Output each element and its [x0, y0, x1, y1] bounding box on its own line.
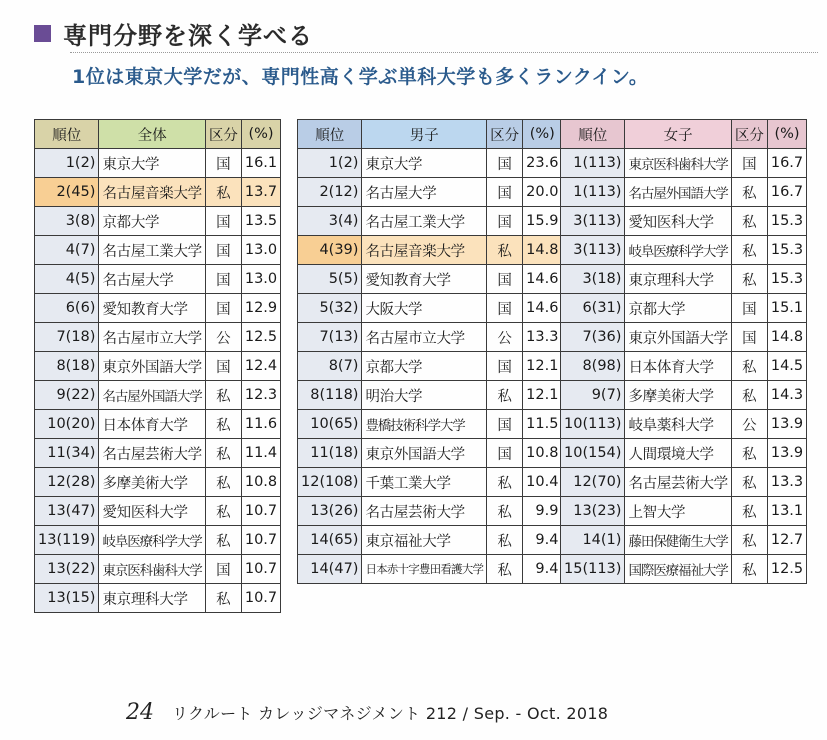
table-row	[561, 207, 807, 236]
university-cell: 岐阜医療科学大学	[99, 526, 205, 555]
table-row	[298, 352, 562, 381]
heading-divider	[70, 52, 818, 53]
category-cell: 私	[487, 236, 523, 265]
category-cell: 私	[731, 555, 767, 584]
table-row	[298, 497, 562, 526]
university-cell: 藤田保健衛生大学	[625, 526, 731, 555]
rank-cell: 4(39)	[298, 236, 362, 265]
category-cell: 私	[731, 439, 767, 468]
university-cell: 多摩美術大学	[625, 381, 731, 410]
percent-cell: 16.7	[767, 178, 806, 207]
university-cell: 京都大学	[99, 207, 205, 236]
university-cell: 京都大学	[362, 352, 487, 381]
percent-cell: 15.1	[767, 294, 806, 323]
university-cell: 大阪大学	[362, 294, 487, 323]
category-cell: 国	[205, 265, 241, 294]
category-cell: 国	[487, 178, 523, 207]
percent-cell: 13.0	[241, 265, 280, 294]
category-cell: 私	[205, 526, 241, 555]
header-name: 男子	[362, 120, 487, 149]
ranking-table-male	[297, 119, 562, 584]
rank-cell: 13(23)	[561, 497, 625, 526]
category-cell: 公	[487, 323, 523, 352]
table-row	[35, 294, 281, 323]
table-row	[298, 178, 562, 207]
percent-cell: 13.9	[767, 439, 806, 468]
percent-cell: 9.4	[523, 555, 562, 584]
rank-cell: 12(70)	[561, 468, 625, 497]
category-cell: 国	[487, 294, 523, 323]
category-cell: 国	[487, 265, 523, 294]
table-row	[298, 323, 562, 352]
university-cell: 愛知教育大学	[362, 265, 487, 294]
rank-cell: 8(118)	[298, 381, 362, 410]
percent-cell: 15.3	[767, 207, 806, 236]
university-cell: 国際医療福祉大学	[625, 555, 731, 584]
rank-cell: 2(45)	[35, 178, 99, 207]
rank-cell: 1(113)	[561, 178, 625, 207]
table-row	[298, 555, 562, 584]
percent-cell: 11.5	[523, 410, 562, 439]
rank-cell: 13(22)	[35, 555, 99, 584]
rank-cell: 11(34)	[35, 439, 99, 468]
rank-cell: 6(6)	[35, 294, 99, 323]
category-cell: 私	[731, 178, 767, 207]
category-cell: 私	[731, 236, 767, 265]
table-row	[298, 526, 562, 555]
category-cell: 国	[205, 207, 241, 236]
university-cell: 名古屋外国語大学	[99, 381, 205, 410]
rank-cell: 8(98)	[561, 352, 625, 381]
table-header-row	[35, 120, 281, 149]
table-row	[298, 410, 562, 439]
percent-cell: 23.6	[523, 149, 562, 178]
header-pct: (%)	[523, 120, 562, 149]
university-cell: 東京外国語大学	[362, 439, 487, 468]
table-row	[561, 236, 807, 265]
university-cell: 岐阜薬科大学	[625, 410, 731, 439]
category-cell: 私	[487, 526, 523, 555]
university-cell: 東京医科歯科大学	[99, 555, 205, 584]
rank-cell: 13(119)	[35, 526, 99, 555]
percent-cell: 12.9	[241, 294, 280, 323]
table-row	[561, 410, 807, 439]
table-row	[561, 555, 807, 584]
percent-cell: 13.3	[523, 323, 562, 352]
table-row	[561, 294, 807, 323]
percent-cell: 14.8	[767, 323, 806, 352]
university-cell: 名古屋音楽大学	[362, 236, 487, 265]
category-cell: 公	[731, 410, 767, 439]
header-cat: 区分	[487, 120, 523, 149]
percent-cell: 10.7	[241, 497, 280, 526]
university-cell: 東京大学	[362, 149, 487, 178]
category-cell: 私	[205, 439, 241, 468]
header-rank: 順位	[561, 120, 625, 149]
university-cell: 名古屋工業大学	[362, 207, 487, 236]
percent-cell: 14.6	[523, 265, 562, 294]
university-cell: 名古屋大学	[99, 265, 205, 294]
percent-cell: 9.4	[523, 526, 562, 555]
category-cell: 国	[487, 207, 523, 236]
category-cell: 私	[487, 555, 523, 584]
percent-cell: 20.0	[523, 178, 562, 207]
university-cell: 名古屋市立大学	[362, 323, 487, 352]
rank-cell: 2(12)	[298, 178, 362, 207]
percent-cell: 12.1	[523, 352, 562, 381]
table-row	[561, 149, 807, 178]
category-cell: 私	[205, 178, 241, 207]
percent-cell: 13.3	[767, 468, 806, 497]
category-cell: 国	[487, 352, 523, 381]
rank-cell: 3(18)	[561, 265, 625, 294]
section-heading	[34, 16, 313, 50]
table-row	[35, 526, 281, 555]
percent-cell: 14.6	[523, 294, 562, 323]
table-row	[298, 149, 562, 178]
percent-cell: 13.9	[767, 410, 806, 439]
table-row	[561, 468, 807, 497]
rank-cell: 1(2)	[35, 149, 99, 178]
heading-square-icon	[34, 25, 51, 42]
category-cell: 私	[731, 468, 767, 497]
table-row	[35, 207, 281, 236]
university-cell: 東京医科歯科大学	[625, 149, 731, 178]
rank-cell: 3(113)	[561, 236, 625, 265]
university-cell: 人間環境大学	[625, 439, 731, 468]
category-cell: 私	[731, 497, 767, 526]
table-row	[35, 439, 281, 468]
rank-cell: 10(20)	[35, 410, 99, 439]
rank-cell: 8(7)	[298, 352, 362, 381]
table-row	[35, 468, 281, 497]
percent-cell: 10.7	[241, 584, 280, 613]
category-cell: 私	[731, 526, 767, 555]
university-cell: 名古屋外国語大学	[625, 178, 731, 207]
university-cell: 東京大学	[99, 149, 205, 178]
rank-cell: 6(31)	[561, 294, 625, 323]
category-cell: 国	[205, 352, 241, 381]
percent-cell: 16.7	[767, 149, 806, 178]
rank-cell: 8(18)	[35, 352, 99, 381]
table-row	[298, 265, 562, 294]
percent-cell: 12.1	[523, 381, 562, 410]
category-cell: 国	[487, 410, 523, 439]
percent-cell: 13.1	[767, 497, 806, 526]
table-row	[298, 381, 562, 410]
table-row	[561, 439, 807, 468]
table-header-row	[561, 120, 807, 149]
table-row	[561, 526, 807, 555]
category-cell: 私	[731, 207, 767, 236]
rank-cell: 14(47)	[298, 555, 362, 584]
university-cell: 愛知医科大学	[625, 207, 731, 236]
university-cell: 東京外国語大学	[625, 323, 731, 352]
table-row	[298, 468, 562, 497]
percent-cell: 13.7	[241, 178, 280, 207]
percent-cell: 11.4	[241, 439, 280, 468]
rank-cell: 1(2)	[298, 149, 362, 178]
university-cell: 日本体育大学	[625, 352, 731, 381]
university-cell: 名古屋芸術大学	[625, 468, 731, 497]
rank-cell: 11(18)	[298, 439, 362, 468]
percent-cell: 16.1	[241, 149, 280, 178]
rank-cell: 13(26)	[298, 497, 362, 526]
percent-cell: 10.7	[241, 555, 280, 584]
percent-cell: 11.6	[241, 410, 280, 439]
percent-cell: 12.7	[767, 526, 806, 555]
university-cell: 愛知教育大学	[99, 294, 205, 323]
table-row	[561, 381, 807, 410]
category-cell: 国	[205, 149, 241, 178]
percent-cell: 15.3	[767, 265, 806, 294]
table-row	[35, 352, 281, 381]
table-header-row	[298, 120, 562, 149]
rank-cell: 3(4)	[298, 207, 362, 236]
university-cell: 愛知医科大学	[99, 497, 205, 526]
category-cell: 公	[205, 323, 241, 352]
percent-cell: 14.3	[767, 381, 806, 410]
university-cell: 明治大学	[362, 381, 487, 410]
category-cell: 私	[731, 265, 767, 294]
rank-cell: 7(13)	[298, 323, 362, 352]
rank-cell: 14(1)	[561, 526, 625, 555]
rank-cell: 13(15)	[35, 584, 99, 613]
page-number: 24	[126, 700, 154, 725]
percent-cell: 15.3	[767, 236, 806, 265]
rank-cell: 10(65)	[298, 410, 362, 439]
university-cell: 豊橋技術科学大学	[362, 410, 487, 439]
rank-cell: 4(7)	[35, 236, 99, 265]
university-cell: 多摩美術大学	[99, 468, 205, 497]
category-cell: 私	[487, 468, 523, 497]
rank-cell: 12(28)	[35, 468, 99, 497]
table-row	[35, 265, 281, 294]
category-cell: 国	[731, 323, 767, 352]
percent-cell: 10.8	[241, 468, 280, 497]
category-cell: 私	[205, 468, 241, 497]
percent-cell: 13.5	[241, 207, 280, 236]
category-cell: 国	[487, 439, 523, 468]
rank-cell: 9(7)	[561, 381, 625, 410]
percent-cell: 15.9	[523, 207, 562, 236]
header-cat: 区分	[205, 120, 241, 149]
rank-cell: 7(18)	[35, 323, 99, 352]
header-pct: (%)	[241, 120, 280, 149]
ranking-table-all	[34, 119, 281, 613]
university-cell: 日本赤十字豊田看護大学	[362, 555, 487, 584]
university-cell: 名古屋工業大学	[99, 236, 205, 265]
category-cell: 私	[487, 381, 523, 410]
category-cell: 私	[731, 381, 767, 410]
category-cell: 私	[205, 497, 241, 526]
percent-cell: 14.5	[767, 352, 806, 381]
category-cell: 国	[205, 555, 241, 584]
category-cell: 国	[487, 149, 523, 178]
table-row	[35, 323, 281, 352]
university-cell: 東京理科大学	[99, 584, 205, 613]
university-cell: 名古屋音楽大学	[99, 178, 205, 207]
rank-cell: 5(5)	[298, 265, 362, 294]
percent-cell: 12.3	[241, 381, 280, 410]
page-footer	[126, 700, 608, 725]
header-name: 女子	[625, 120, 731, 149]
category-cell: 私	[205, 381, 241, 410]
table-row	[35, 236, 281, 265]
university-cell: 岐阜医療科学大学	[625, 236, 731, 265]
category-cell: 国	[205, 236, 241, 265]
university-cell: 東京理科大学	[625, 265, 731, 294]
table-row	[298, 236, 562, 265]
category-cell: 私	[487, 497, 523, 526]
percent-cell: 10.7	[241, 526, 280, 555]
header-rank: 順位	[35, 120, 99, 149]
rank-cell: 4(5)	[35, 265, 99, 294]
rank-cell: 13(47)	[35, 497, 99, 526]
table-row	[35, 555, 281, 584]
rank-cell: 15(113)	[561, 555, 625, 584]
table-row	[561, 178, 807, 207]
rank-cell: 12(108)	[298, 468, 362, 497]
rank-cell: 9(22)	[35, 381, 99, 410]
section-title: 専門分野を深く学べる	[63, 21, 313, 50]
university-cell: 上智大学	[625, 497, 731, 526]
footer-text: リクルート カレッジマネジメント 212 / Sep. - Oct. 2018	[172, 704, 609, 723]
percent-cell: 12.5	[767, 555, 806, 584]
percent-cell: 10.8	[523, 439, 562, 468]
rank-cell: 3(113)	[561, 207, 625, 236]
percent-cell: 10.4	[523, 468, 562, 497]
header-rank: 順位	[298, 120, 362, 149]
university-cell: 東京外国語大学	[99, 352, 205, 381]
category-cell: 国	[731, 294, 767, 323]
university-cell: 日本体育大学	[99, 410, 205, 439]
category-cell: 私	[205, 584, 241, 613]
rank-cell: 3(8)	[35, 207, 99, 236]
university-cell: 名古屋大学	[362, 178, 487, 207]
rank-cell: 10(113)	[561, 410, 625, 439]
table-row	[298, 439, 562, 468]
rank-cell: 14(65)	[298, 526, 362, 555]
category-cell: 国	[731, 149, 767, 178]
subtitle: 1位は東京大学だが、専門性高く学ぶ単科大学も多くランクイン。	[72, 66, 649, 88]
table-row	[35, 178, 281, 207]
table-row	[298, 294, 562, 323]
header-cat: 区分	[731, 120, 767, 149]
rank-cell: 7(36)	[561, 323, 625, 352]
table-row	[298, 207, 562, 236]
rank-cell: 10(154)	[561, 439, 625, 468]
percent-cell: 9.9	[523, 497, 562, 526]
university-cell: 千葉工業大学	[362, 468, 487, 497]
percent-cell: 13.0	[241, 236, 280, 265]
rank-cell: 5(32)	[298, 294, 362, 323]
table-row	[35, 149, 281, 178]
university-cell: 名古屋市立大学	[99, 323, 205, 352]
table-row	[35, 381, 281, 410]
table-row	[561, 497, 807, 526]
table-row	[35, 497, 281, 526]
percent-cell: 14.8	[523, 236, 562, 265]
category-cell: 国	[205, 294, 241, 323]
table-row	[561, 323, 807, 352]
university-cell: 京都大学	[625, 294, 731, 323]
rank-cell: 1(113)	[561, 149, 625, 178]
table-row	[35, 584, 281, 613]
table-row	[35, 410, 281, 439]
university-cell: 名古屋芸術大学	[362, 497, 487, 526]
header-pct: (%)	[767, 120, 806, 149]
table-row	[561, 265, 807, 294]
university-cell: 名古屋芸術大学	[99, 439, 205, 468]
category-cell: 私	[731, 352, 767, 381]
percent-cell: 12.5	[241, 323, 280, 352]
ranking-table-female	[560, 119, 807, 584]
category-cell: 私	[205, 410, 241, 439]
university-cell: 東京福祉大学	[362, 526, 487, 555]
header-name: 全体	[99, 120, 205, 149]
table-row	[561, 352, 807, 381]
percent-cell: 12.4	[241, 352, 280, 381]
